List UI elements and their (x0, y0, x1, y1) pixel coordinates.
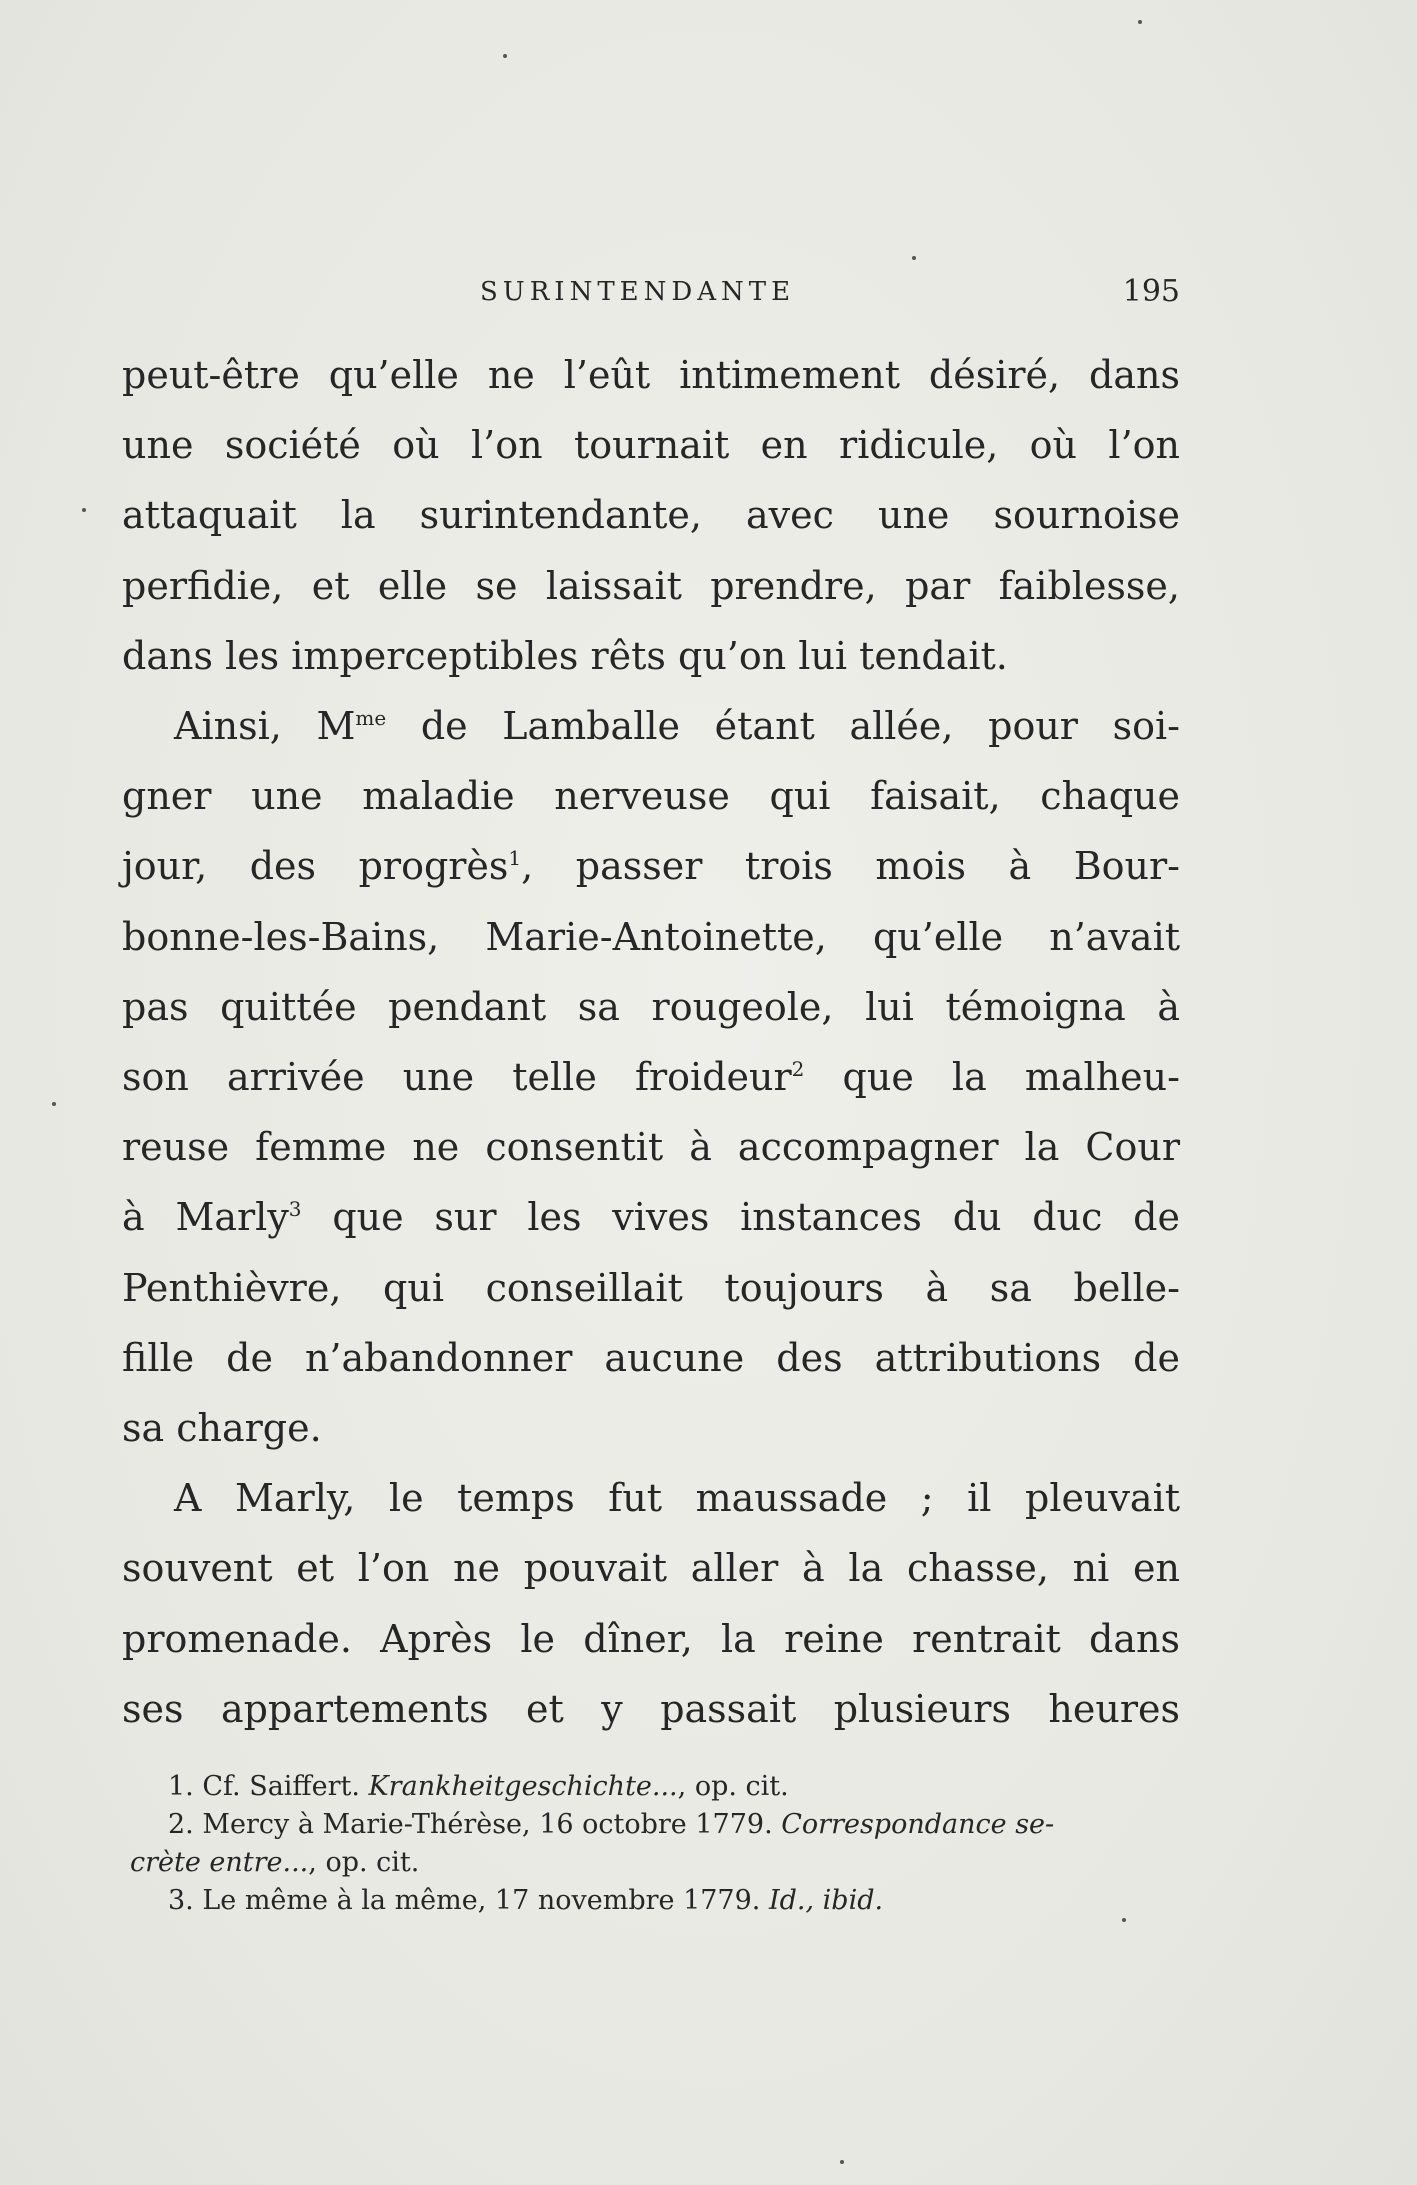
footnote-ref: 2 (791, 1057, 805, 1082)
text-line: reuse femme ne consentit à accompagner la Cour (122, 1125, 1180, 1170)
paragraph (122, 691, 1180, 1463)
ink-speck (52, 1102, 56, 1106)
text-run: à Marly (122, 1195, 289, 1240)
text-line (122, 691, 1180, 761)
page-header (120, 272, 1180, 312)
text-run: jour, des progrès (122, 844, 509, 889)
text-line: peut-être qu’elle ne l’eût intimement désiré, dans (122, 353, 1180, 397)
text-line: A Marly, le temps fut maussade ; il pleuvait (174, 1476, 1180, 1521)
text-line (130, 1768, 1182, 1806)
text-run: 3. Le même à la même, 17 novembre 1779. (168, 1885, 769, 1916)
italic-ref: Id., ibid. (768, 1885, 884, 1916)
text-line: promenade. Après le dîner, la reine rentrait dans (122, 1616, 1180, 1661)
text-line: une société où l’on tournait en ridicule, où l’on (122, 423, 1180, 468)
ink-speck (840, 2160, 844, 2164)
footnote-3 (130, 1882, 1182, 1920)
italic-title: Krankheitgeschichte... (368, 1771, 678, 1802)
text-line: bonne-les-Bains, Marie-Antoinette, qu’elle n’avait (122, 914, 1180, 959)
footnotes (130, 1768, 1182, 1920)
text-line (130, 1806, 1182, 1844)
text-line (130, 1844, 1182, 1882)
footnote-ref: 3 (288, 1197, 302, 1222)
text-run: de Lamballe étant allée, pour soi- (386, 704, 1180, 749)
text-run: , passer trois mois à Bour- (521, 844, 1180, 889)
text-run: son arrivée une telle froideur (122, 1055, 792, 1100)
text-line (122, 1042, 1180, 1112)
ink-speck (912, 256, 916, 260)
running-head: SURINTENDANTE (480, 277, 796, 307)
ink-speck (1138, 20, 1142, 24)
text-line (122, 1182, 1180, 1252)
text-run: 1. Cf. Saiffert. (168, 1771, 369, 1802)
text-run: , op. cit. (308, 1847, 420, 1878)
italic-title: Correspondance se- (781, 1809, 1055, 1840)
text-line: sa charge. (122, 1406, 322, 1451)
text-line: ses appartements et y passait plusieurs heures (122, 1686, 1180, 1731)
text-line (122, 831, 1180, 901)
paragraph (122, 1463, 1180, 1744)
text-line: Penthièvre, qui conseillait toujours à sa belle- (122, 1265, 1180, 1310)
text-run: Ainsi, M (174, 704, 356, 749)
text-line: gner une maladie nerveuse qui faisait, chaque (122, 774, 1180, 819)
text-line: pas quittée pendant sa rougeole, lui témoigna à (122, 984, 1180, 1029)
text-line: souvent et l’on ne pouvait aller à la chasse, ni en (122, 1546, 1180, 1591)
paragraph (122, 340, 1180, 691)
text-line (130, 1882, 1182, 1920)
footnote-2 (130, 1806, 1182, 1882)
body-text (122, 340, 1180, 1744)
superscript: me (355, 706, 387, 731)
ink-speck (82, 508, 86, 512)
text-run: 2. Mercy à Marie-Thérèse, 16 octobre 1779. (168, 1809, 782, 1840)
text-line: dans les imperceptibles rêts qu’on lui tendait. (122, 633, 1008, 678)
text-run: que la malheu- (804, 1055, 1180, 1100)
text-line: fille de n’abandonner aucune des attributions de (122, 1335, 1180, 1380)
footnote-1 (130, 1768, 1182, 1806)
italic-title: crète entre... (130, 1847, 309, 1878)
page-number: 195 (1122, 274, 1180, 309)
text-run: , op. cit. (677, 1771, 789, 1802)
ink-speck (503, 54, 507, 58)
footnote-ref: 1 (508, 846, 522, 871)
text-line: perfidie, et elle se laissait prendre, par faiblesse, (122, 563, 1180, 608)
text-line: attaquait la surintendante, avec une sournoise (122, 493, 1180, 538)
text-run: que sur les vives instances du duc de (301, 1195, 1180, 1240)
